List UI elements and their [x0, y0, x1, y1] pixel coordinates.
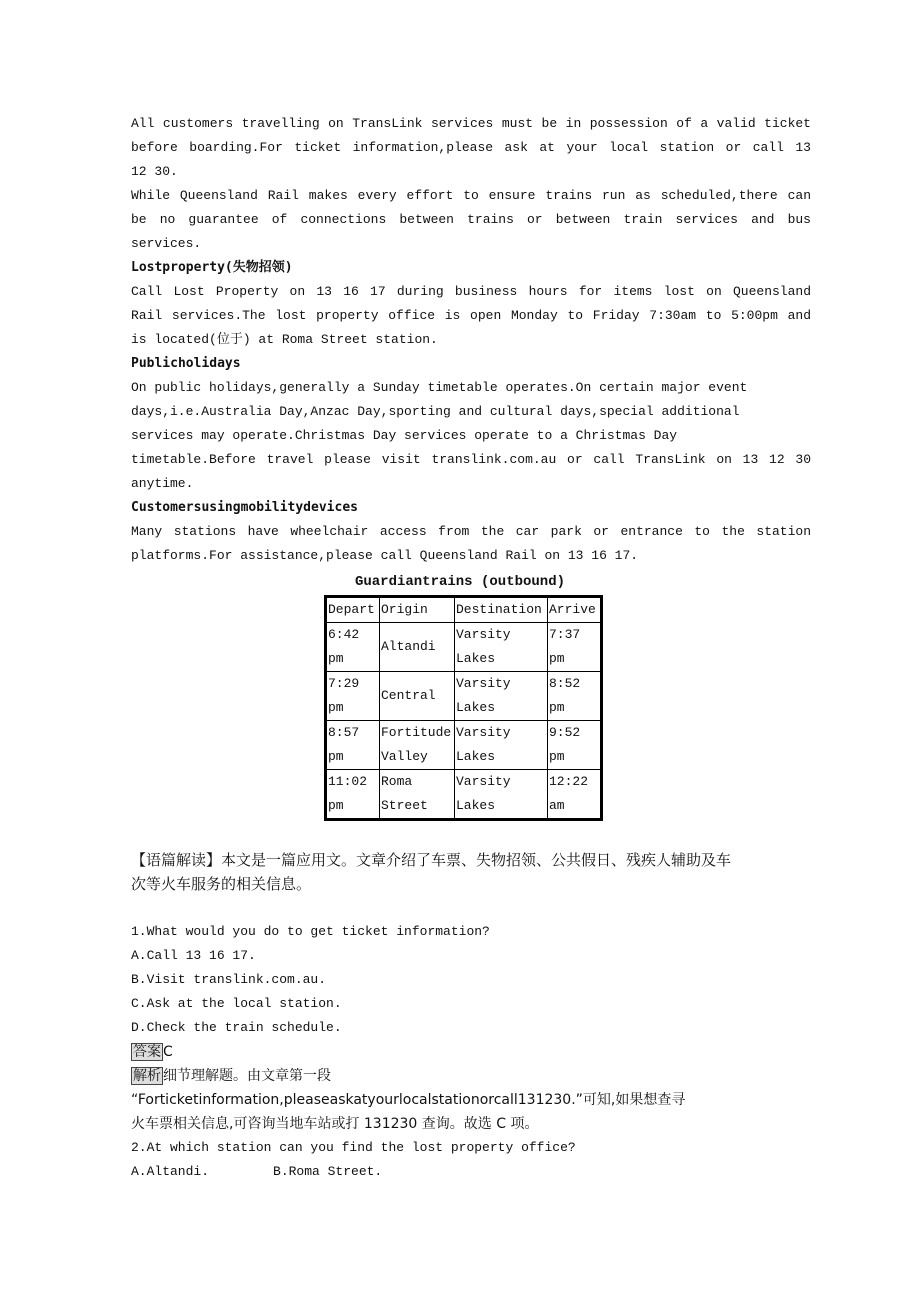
cell-text: 12:22 [549, 774, 589, 789]
text-line: anytime. [131, 476, 194, 491]
option-row [131, 1160, 811, 1184]
text-line: timetable.Before travel please visit translink.com.au or call TransLink on 13 12 30 [131, 452, 811, 467]
cell-text: Roma [381, 774, 413, 789]
cell-text: Altandi [381, 639, 436, 654]
table-cell [455, 672, 548, 721]
table-cell [380, 721, 455, 770]
cell-text: Lakes [456, 651, 496, 666]
table-row [326, 623, 602, 672]
table-cell [326, 770, 380, 820]
cell-text: Lakes [456, 798, 496, 813]
table-cell [455, 721, 548, 770]
table-cell [326, 721, 380, 770]
passage-analysis [131, 848, 811, 896]
text-line: be no guarantee of connections between trains or between train services and bus [131, 212, 811, 227]
cell-text: Varsity [456, 725, 511, 740]
text-line: Rail services.The lost property office is open Monday to Friday 7:30am to 5:00pm and [131, 308, 811, 323]
explanation-text: 火车票相关信息,可咨询当地车站或打 131230 查询。故选 C 项。 [131, 1116, 539, 1132]
text-line: All customers travelling on TransLink services must be in possession of a valid ticket [131, 116, 811, 131]
cell-text: pm [328, 651, 344, 666]
text-line: 【语篇解读】本文是一篇应用文。文章介绍了车票、失物招领、公共假日、残疾人辅助及车 [131, 851, 732, 869]
explanation-text: “Forticketinformation,pleaseaskatyourlocalstationorcall131230.”可知,如果想查寻 [131, 1092, 686, 1108]
table-header-row [326, 597, 602, 623]
cell-text: Street [381, 798, 428, 813]
cell-text: Valley [381, 749, 428, 764]
table-cell [548, 770, 602, 820]
table-cell [326, 672, 380, 721]
cell-text: 8:52 [549, 676, 581, 691]
table-cell [380, 770, 455, 820]
text-line: services may operate.Christmas Day services operate to a Christmas Day [131, 428, 678, 443]
cell-text: 11:02 [328, 774, 368, 789]
table-cell [380, 672, 455, 721]
cell-text: 6:42 [328, 627, 360, 642]
cell-text: Central [381, 688, 436, 703]
option: B.Roma Street. [273, 1164, 383, 1179]
question-2: 2.At which station can you find the lost property office? [131, 1140, 576, 1155]
cell-text: pm [328, 700, 344, 715]
option: C.Ask at the local station. [131, 996, 342, 1011]
text-line: services. [131, 236, 202, 251]
text-line: 12 30. [131, 164, 178, 179]
table-cell [548, 623, 602, 672]
answer-value: C [163, 1044, 173, 1060]
table-caption: Guardiantrains (outbound) [354, 574, 566, 590]
lost-property-heading: Lostproperty(失物招领) [131, 260, 293, 275]
option: A.Call 13 16 17. [131, 948, 256, 963]
cell-text: pm [549, 700, 565, 715]
explanation-text: 细节理解题。由文章第一段 [163, 1068, 331, 1084]
public-holidays-heading: Publicholidays [131, 356, 241, 371]
cell-text: Lakes [456, 700, 496, 715]
answer-tag: 答案 [133, 1044, 161, 1060]
cell-text: Varsity [456, 676, 511, 691]
table-row [326, 770, 602, 820]
table-row [326, 672, 602, 721]
cell-text: Lakes [456, 749, 496, 764]
question-1: 1.What would you do to get ticket information? [131, 924, 490, 939]
table-row [326, 721, 602, 770]
cell-text: 9:52 [549, 725, 581, 740]
header-cell: Origin [380, 597, 455, 623]
mobility-heading: Customersusingmobilitydevices [131, 500, 358, 515]
cell-text: Fortitude [381, 725, 452, 740]
cell-text: pm [328, 749, 344, 764]
text-line: days,i.e.Australia Day,Anzac Day,sporting and cultural days,special additional [131, 404, 740, 419]
table-cell [380, 623, 455, 672]
cell-text: 7:37 [549, 627, 581, 642]
table-cell [455, 770, 548, 820]
option: A.Altandi. [131, 1164, 210, 1179]
option: D.Check the train schedule. [131, 1020, 342, 1035]
table-cell [455, 623, 548, 672]
text-line: Many stations have wheelchair access from the car park or entrance to the station [131, 524, 811, 539]
cell-text: Varsity [456, 774, 511, 789]
cell-text: am [549, 798, 565, 813]
explanation-line [131, 1064, 811, 1088]
text-line: before boarding.For ticket information,please ask at your local station or call 13 [131, 140, 811, 155]
header-cell: Destination [455, 597, 548, 623]
header-cell: Depart [326, 597, 380, 623]
cell-text: pm [328, 798, 344, 813]
header-cell: Arrive [548, 597, 602, 623]
table-cell [548, 672, 602, 721]
cell-text: pm [549, 651, 565, 666]
text-line: is located(位于) at Roma Street station. [131, 332, 438, 347]
text-line: 次等火车服务的相关信息。 [131, 875, 312, 893]
cell-text: 8:57 [328, 725, 360, 740]
text-line: On public holidays,generally a Sunday timetable operates.On certain major event [131, 380, 748, 395]
table-cell [548, 721, 602, 770]
answer-line [131, 1040, 811, 1064]
text-line: Call Lost Property on 13 16 17 during business hours for items lost on Queensland [131, 284, 811, 299]
cell-text: Varsity [456, 627, 511, 642]
question-section [131, 920, 811, 1184]
table-cell [326, 623, 380, 672]
train-timetable [324, 595, 603, 821]
cell-text: 7:29 [328, 676, 360, 691]
text-line: platforms.For assistance,please call Queensland Rail on 13 16 17. [131, 548, 639, 563]
option: B.Visit translink.com.au. [131, 972, 327, 987]
text-line: While Queensland Rail makes every effort to ensure trains run as scheduled,there can [131, 188, 811, 203]
cell-text: pm [549, 749, 565, 764]
ticket-paragraph [131, 112, 811, 568]
explanation-tag: 解析 [133, 1068, 161, 1084]
